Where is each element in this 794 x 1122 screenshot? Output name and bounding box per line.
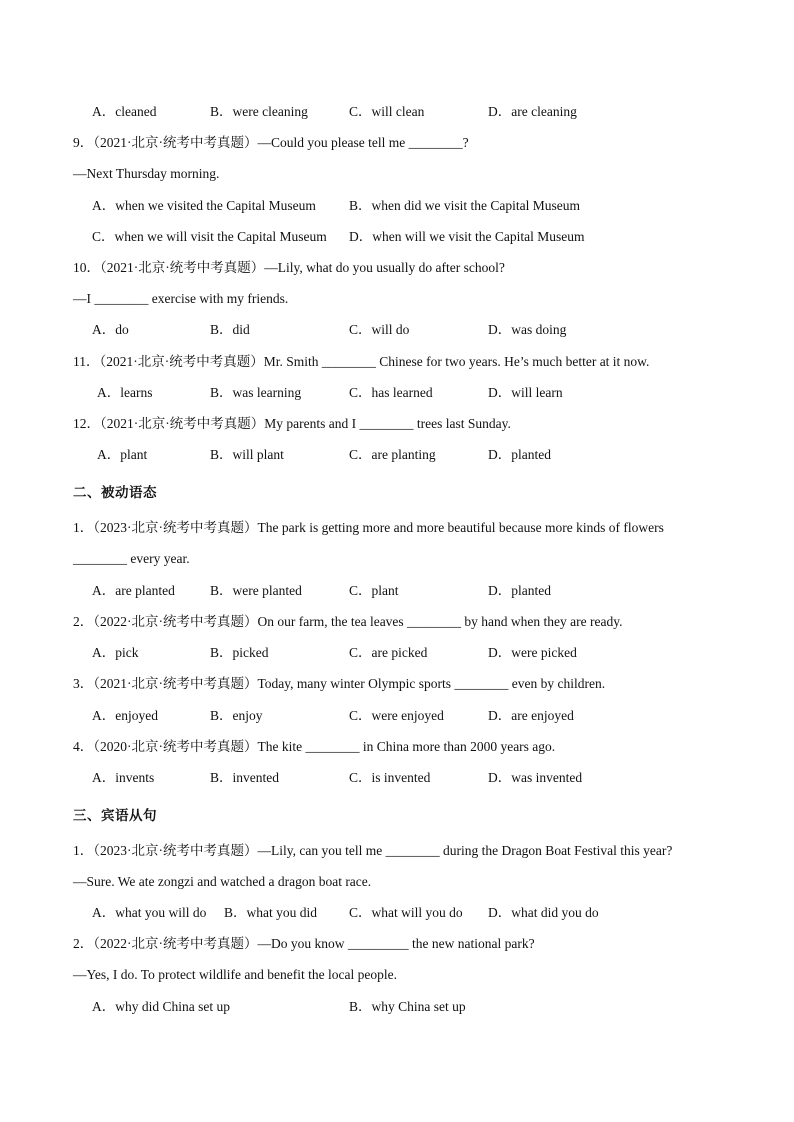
option-a: A．cleaned bbox=[92, 104, 157, 119]
option-row bbox=[0, 447, 794, 463]
option-c: C．when we will visit the Capital Museum bbox=[92, 229, 327, 244]
section-heading-passive-voice: 二、被动语态 bbox=[73, 485, 157, 501]
option-row bbox=[0, 322, 794, 338]
option-row bbox=[0, 905, 794, 921]
option-b: B．were planted bbox=[210, 583, 302, 598]
option-c: C．were enjoyed bbox=[349, 708, 444, 723]
option-row bbox=[0, 645, 794, 661]
option-d: D．what did you do bbox=[488, 905, 599, 920]
option-b: B．were cleaning bbox=[210, 104, 308, 119]
option-d: D．planted bbox=[488, 583, 551, 598]
option-row bbox=[0, 385, 794, 401]
question-1-stem-continued: ________ every year. bbox=[73, 551, 190, 566]
question-10-reply: —I ________ exercise with my friends. bbox=[73, 291, 289, 306]
option-c: C．will do bbox=[349, 322, 410, 337]
option-b: B．why China set up bbox=[349, 999, 466, 1014]
question-2-stem: 2．（2022·北京·统考中考真题）—Do you know _________ the new national park? bbox=[73, 936, 535, 951]
option-b: B．what you did bbox=[224, 905, 317, 920]
option-row bbox=[0, 770, 794, 786]
option-b: B．when did we visit the Capital Museum bbox=[349, 198, 580, 213]
option-c: C．are planting bbox=[349, 447, 436, 462]
question-1-stem: 1．（2023·北京·统考中考真题）—Lily, can you tell me ________ during the Dragon Boat Festival this year? bbox=[73, 843, 673, 858]
option-b: B．did bbox=[210, 322, 250, 337]
option-d: D．when will we visit the Capital Museum bbox=[349, 229, 585, 244]
option-a: A．enjoyed bbox=[92, 708, 158, 723]
question-10-stem: 10．（2021·北京·统考中考真题）—Lily, what do you usually do after school? bbox=[73, 260, 505, 275]
option-a: A．invents bbox=[92, 770, 155, 785]
option-b: B．will plant bbox=[210, 447, 284, 462]
option-c: C．are picked bbox=[349, 645, 428, 660]
option-a: A．what you will do bbox=[92, 905, 207, 920]
option-d: D．are enjoyed bbox=[488, 708, 574, 723]
option-d: D．was doing bbox=[488, 322, 567, 337]
question-3-stem: 3．（2021·北京·统考中考真题）Today, many winter Olympic sports ________ even by children. bbox=[73, 676, 606, 691]
option-a: A．pick bbox=[92, 645, 139, 660]
question-1-reply: —Sure. We ate zongzi and watched a dragon boat race. bbox=[73, 874, 372, 889]
question-2-reply: —Yes, I do. To protect wildlife and benefit the local people. bbox=[73, 967, 397, 982]
option-d: D．will learn bbox=[488, 385, 563, 400]
option-b: B．was learning bbox=[210, 385, 302, 400]
option-b: B．enjoy bbox=[210, 708, 263, 723]
option-a: A．do bbox=[92, 322, 129, 337]
option-a: A．when we visited the Capital Museum bbox=[92, 198, 316, 213]
option-b: B．invented bbox=[210, 770, 279, 785]
option-a: A．are planted bbox=[92, 583, 175, 598]
option-b: B．picked bbox=[210, 645, 269, 660]
option-c: C．what will you do bbox=[349, 905, 463, 920]
option-d: D．are cleaning bbox=[488, 104, 577, 119]
question-9-reply: —Next Thursday morning. bbox=[73, 166, 220, 181]
option-c: C．has learned bbox=[349, 385, 433, 400]
option-row bbox=[0, 104, 794, 120]
question-1-stem: 1．（2023·北京·统考中考真题）The park is getting more and more beautiful because more kinds of flowers bbox=[73, 520, 664, 535]
option-row bbox=[0, 583, 794, 599]
option-row bbox=[0, 708, 794, 724]
question-9-stem: 9．（2021·北京·统考中考真题）—Could you please tell me ________? bbox=[73, 135, 469, 150]
option-a: A．learns bbox=[97, 385, 153, 400]
option-d: D．planted bbox=[488, 447, 551, 462]
question-11-stem: 11．（2021·北京·统考中考真题）Mr. Smith ________ Chinese for two years. He’s much better at it now. bbox=[73, 354, 650, 369]
option-c: C．plant bbox=[349, 583, 399, 598]
question-4-stem: 4．（2020·北京·统考中考真题）The kite ________ in China more than 2000 years ago. bbox=[73, 739, 556, 754]
option-c: C．is invented bbox=[349, 770, 431, 785]
option-a: A．plant bbox=[97, 447, 148, 462]
option-c: C．will clean bbox=[349, 104, 425, 119]
question-2-stem: 2．（2022·北京·统考中考真题）On our farm, the tea leaves ________ by hand when they are ready. bbox=[73, 614, 623, 629]
option-d: D．was invented bbox=[488, 770, 583, 785]
option-a: A．why did China set up bbox=[92, 999, 230, 1014]
option-row bbox=[0, 229, 794, 245]
option-row bbox=[0, 198, 794, 214]
section-heading-object-clauses: 三、宾语从句 bbox=[73, 808, 157, 824]
option-d: D．were picked bbox=[488, 645, 577, 660]
question-12-stem: 12．（2021·北京·统考中考真题）My parents and I ________ trees last Sunday. bbox=[73, 416, 511, 431]
option-row bbox=[0, 999, 794, 1015]
